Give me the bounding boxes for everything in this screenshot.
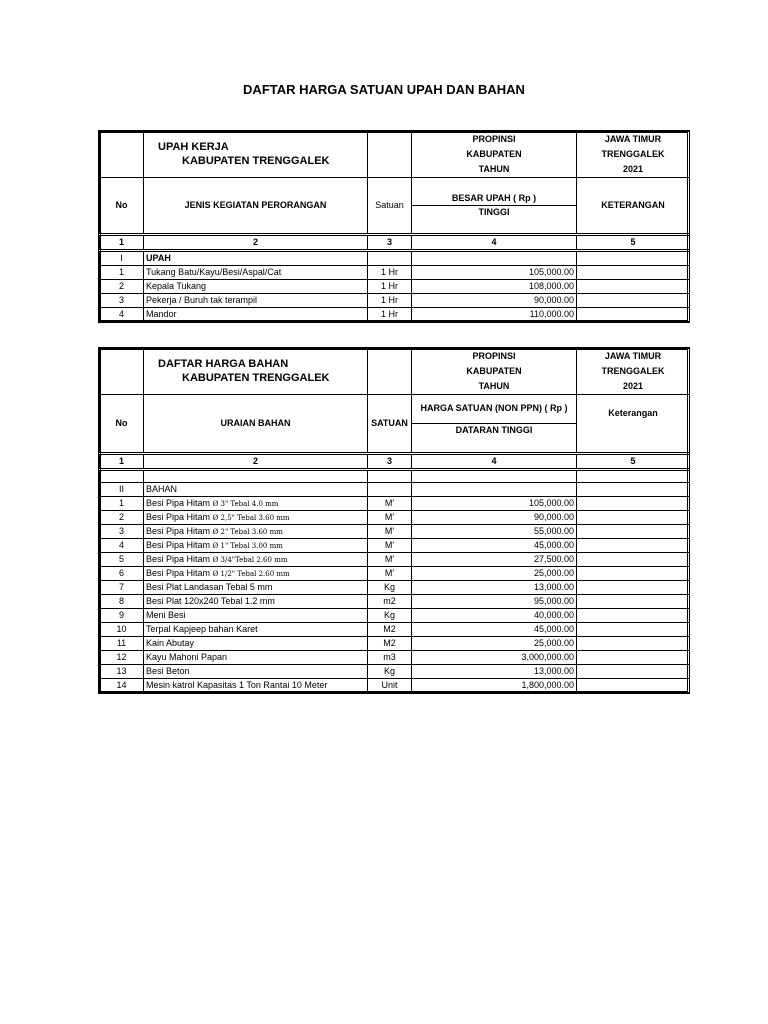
table-row: 1 Besi Pipa Hitam Ø 3" Tebal 4.0 mm M' 105,000.00	[100, 497, 690, 511]
table-row: 2 Kepala Tukang 1 Hr 108,000.00	[100, 280, 690, 294]
col-header-keterangan: KETERANGAN	[577, 178, 690, 235]
table-row: 5 Besi Pipa Hitam Ø 3/4"Tebal 2.60 mm M' 27,500.00	[100, 553, 690, 567]
upah-header-title: UPAH KERJA KABUPATEN TRENGGALEK	[144, 132, 368, 178]
table-row: 2 Besi Pipa Hitam Ø 2,5" Tebal 3.60 mm M' 90,000.00	[100, 511, 690, 525]
table-row: 4 Besi Pipa Hitam Ø 1" Tebal 3.00 mm M' 45,000.00	[100, 539, 690, 553]
item-name: Besi Pipa Hitam Ø 3" Tebal 4.0 mm	[144, 497, 368, 511]
bahan-meta-labels: PROPINSI KABUPATEN TAHUN	[412, 349, 577, 395]
section-row: II BAHAN	[100, 483, 690, 497]
column-number-row: 1 2 3 4 5	[100, 454, 690, 470]
item-spec: Ø 1/2" Tebal 2.60 mm	[212, 570, 290, 578]
bahan-rows	[100, 497, 690, 693]
table-row: 3 Besi Pipa Hitam Ø 2" Tebal 3.60 mm M' 55,000.00	[100, 525, 690, 539]
item-name: Besi Pipa Hitam Ø 3/4"Tebal 2.60 mm	[144, 553, 368, 567]
item-name: Besi Pipa Hitam Ø 2" Tebal 3.60 mm	[144, 525, 368, 539]
item-spec: Ø 2" Tebal 3.60 mm	[212, 528, 283, 536]
table-row: 12 Kayu Mahoni Papan m3 3,000,000.00	[100, 651, 690, 665]
col-header-keterangan: Keterangan	[577, 395, 690, 454]
section-row: I UPAH	[100, 251, 690, 266]
table-row: 9 Meni Besi Kg 40,000.00	[100, 609, 690, 623]
column-number-row: 1 2 3 4 5	[100, 235, 690, 251]
upah-table	[99, 131, 690, 322]
item-name: Besi Plat 120x240 Tebal 1.2 mm	[144, 595, 368, 609]
upah-table-block	[98, 130, 690, 323]
upah-meta-values: JAWA TIMUR TRENGGALEK 2021	[577, 132, 690, 178]
col-header-satuan: Satuan	[368, 178, 412, 235]
item-name: Besi Plat Landasan Tebal 5 mm	[144, 581, 368, 595]
col-header-uraian: URAIAN BAHAN	[144, 395, 368, 454]
table-row: 11 Kain Abutay M2 25,000.00	[100, 637, 690, 651]
spacer-row	[100, 470, 690, 483]
upah-meta-labels: PROPINSI KABUPATEN TAHUN	[412, 132, 577, 178]
bahan-table-block	[98, 347, 690, 694]
col-header-besar-upah: BESAR UPAH ( Rp ) TINGGI	[412, 178, 577, 235]
col-header-jenis: JENIS KEGIATAN PERORANGAN	[144, 178, 368, 235]
item-name: Besi Pipa Hitam Ø 1" Tebal 3.00 mm	[144, 539, 368, 553]
item-name: Meni Besi	[144, 609, 368, 623]
item-spec: Ø 3" Tebal 4.0 mm	[212, 500, 279, 508]
item-spec: Ø 1" Tebal 3.00 mm	[212, 542, 283, 550]
table-row: 4 Mandor 1 Hr 110,000.00	[100, 308, 690, 322]
table-row: 8 Besi Plat 120x240 Tebal 1.2 mm m2 95,000.00	[100, 595, 690, 609]
table-row: 10 Terpal Kapjeep bahan Karet M2 45,000.00	[100, 623, 690, 637]
table-row: 14 Mesin katrol Kapasitas 1 Ton Rantai 10 Meter Unit 1,800,000.00	[100, 679, 690, 693]
col-header-harga-satuan: HARGA SATUAN (NON PPN) ( Rp ) DATARAN TINGGI	[412, 395, 577, 454]
bahan-meta-values: JAWA TIMUR TRENGGALEK 2021	[577, 349, 690, 395]
page-title: DAFTAR HARGA SATUAN UPAH DAN BAHAN	[243, 82, 525, 97]
item-name: Besi Pipa Hitam Ø 2,5" Tebal 3.60 mm	[144, 511, 368, 525]
item-name: Terpal Kapjeep bahan Karet	[144, 623, 368, 637]
item-name: Kayu Mahoni Papan	[144, 651, 368, 665]
table-row: 13 Besi Beton Kg 13,000.00	[100, 665, 690, 679]
col-header-satuan: SATUAN	[368, 395, 412, 454]
item-spec: Ø 3/4"Tebal 2.60 mm	[212, 556, 288, 564]
table-row: 1 Tukang Batu/Kayu/Besi/Aspal/Cat 1 Hr 105,000.00	[100, 266, 690, 280]
col-header-no: No	[100, 178, 144, 235]
item-spec: Ø 2,5" Tebal 3.60 mm	[212, 514, 290, 522]
item-name: Mesin katrol Kapasitas 1 Ton Rantai 10 Meter	[144, 679, 368, 693]
table-row: 3 Pekerja / Buruh tak terampil 1 Hr 90,000.00	[100, 294, 690, 308]
col-header-no: No	[100, 395, 144, 454]
table-row: 6 Besi Pipa Hitam Ø 1/2" Tebal 2.60 mm M' 25,000.00	[100, 567, 690, 581]
item-name: Besi Pipa Hitam Ø 1/2" Tebal 2.60 mm	[144, 567, 368, 581]
bahan-table	[99, 348, 690, 693]
item-name: Besi Beton	[144, 665, 368, 679]
item-name: Kain Abutay	[144, 637, 368, 651]
bahan-header-title: DAFTAR HARGA BAHAN KABUPATEN TRENGGALEK	[144, 349, 368, 395]
table-row: 7 Besi Plat Landasan Tebal 5 mm Kg 13,000.00	[100, 581, 690, 595]
